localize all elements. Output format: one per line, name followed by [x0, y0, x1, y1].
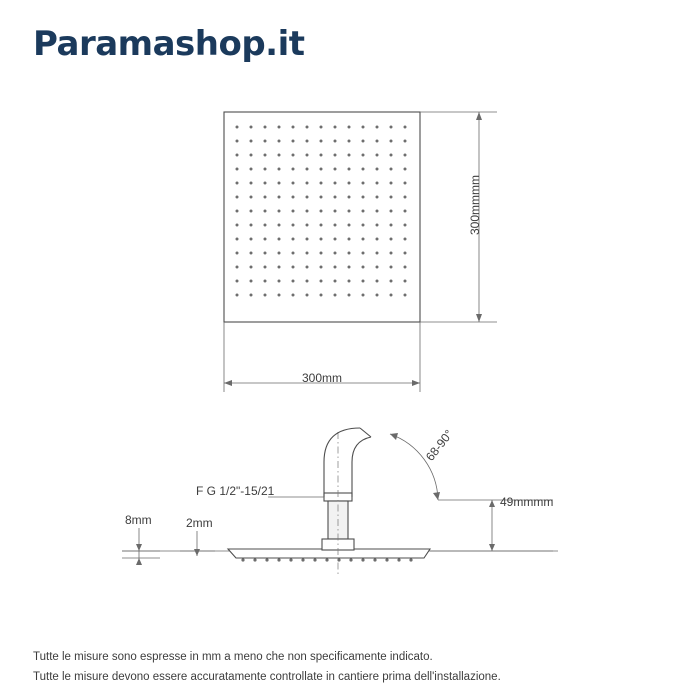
- thickness-label: 8mm: [125, 513, 152, 527]
- thread-spec-label: F G 1/2"-15/21: [196, 484, 275, 498]
- plate-thickness-label: 2mm: [186, 516, 213, 530]
- brand-title: Paramashop.it: [33, 24, 305, 64]
- note-line-2: Tutte le misure devono essere accuratamente controllate in cantiere prima dell'installazione.: [33, 671, 501, 683]
- top-view-width-label: 300mm: [302, 371, 343, 385]
- top-view-height-label: 300mmmm: [468, 175, 482, 236]
- arm-height-label: 49mmmm: [500, 495, 554, 509]
- swivel-angle-label: 68-90°: [423, 427, 456, 464]
- note-line-1: Tutte le misure sono espresse in mm a meno che non specificamente indicato.: [33, 651, 433, 663]
- arm-outer: [352, 437, 371, 497]
- side-nozzles: [241, 558, 412, 561]
- top-view-shower-head: [224, 112, 420, 322]
- arm-inner: [324, 428, 360, 497]
